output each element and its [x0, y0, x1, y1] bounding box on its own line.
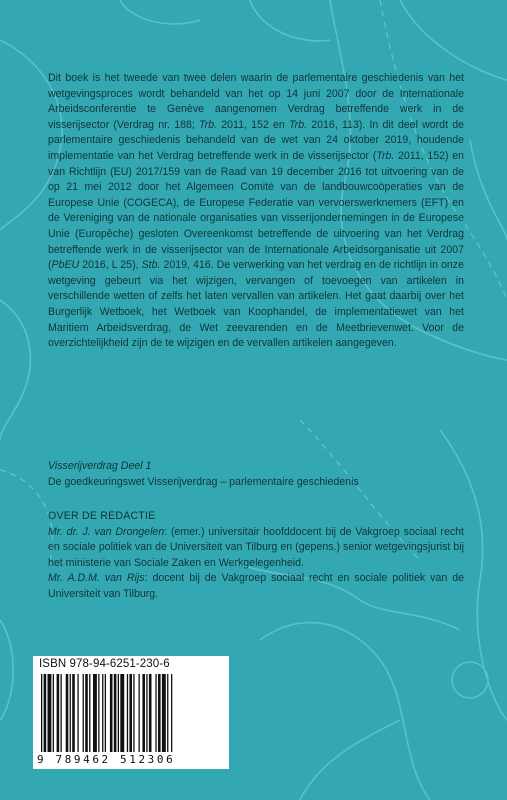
isbn-label: ISBN 978-94-6251-230-6 [39, 658, 170, 670]
barcode-bar [102, 674, 103, 752]
pbeu-ref: PbEU [51, 259, 80, 272]
barcode-bar [110, 674, 113, 752]
barcode-bar [146, 674, 147, 752]
isbn-barcode-box [33, 656, 229, 769]
barcode-bar [171, 674, 172, 752]
description-text: Dit boek is het tweede van twee delen waarin de parlementaire geschiedenis van het wetgevingsproces wordt behandeld van het op 14 juni 2007 door de Internationale Arbeidsconferentie te Genève aangenomen Verdrag betreffende werk in de visserijsector (Verdrag nr. 188; [48, 72, 464, 131]
editor-bio: : docent bij de Vakgroep sociaal recht en sociale politiek van de Universiteit van Tilburg. [48, 572, 465, 600]
series-title: Visserijverdrag Deel 1 [48, 460, 152, 472]
trb-ref: Trb. [289, 118, 308, 131]
barcode-bar [158, 674, 161, 752]
barcode-bar [118, 674, 119, 752]
editor-name: Mr. dr. J. van Drongelen [48, 525, 165, 538]
barcode-bar [98, 674, 99, 752]
editors-heading: OVER DE REDACTIE [48, 510, 156, 522]
description-block [48, 71, 464, 352]
editor-name: Mr. A.D.M. van Rijs [48, 572, 145, 585]
barcode-bar [93, 674, 97, 752]
description-text: 2019, 416. De verwerking van het verdrag en de richtlijn in onze wetgeving gebeurt via het wijzigen, vervangen of toevoegen van artikelen in verschillende wetten of zelfs het laten vervallen van artikelen. Het gaat daarbij over het Burgerlijk Wetboek, het Wetboek van Koophandel, de implementatiewet van het Maritiem Arbeidsverdrag, de Wet zeevarenden en de Meetbrievenwet. Voor de overzichtelijkheid zijn de te wijzigen en de vervallen artikelen aangegeven. [48, 259, 464, 350]
description-text: 2011, 152) en van Richtlijn (EU) 2017/159 van de Raad van 19 december 2016 tot uitvoering van de op 21 mei 2012 door het Algemeen Comité van de landbouwcoöperaties van de Europese Unie (COGECA), de Europese Federatie van vervoerswerknemers (EFT) en de Vereniging van de nationale organisaties van visserijondernemingen in de Europese Unie (Europêche) gesloten Overeenkomst betreffende de uitvoering van het Verdrag betreffende werk in de visserijsector van de Internationale Arbeidsorganisatie uit 2007 ( [48, 149, 464, 272]
description-text: 2016, 113). In dit deel wordt de parlementaire geschiedenis behandeld van de wet van 24 oktober 2019, houdende implementatie van het Verdrag betreffende werk in de visserijsector ( [48, 118, 464, 162]
description-text: 2016, L 25), [79, 259, 142, 272]
series-subtitle: De goedkeuringswet Visserijverdrag – parlementaire geschiedenis [48, 476, 359, 488]
barcode-bar [120, 674, 124, 752]
barcode-bar [149, 674, 152, 752]
stb-ref: Stb. [141, 259, 161, 272]
barcode-digits: 9 789462 512306 [37, 753, 176, 766]
barcode-bar [85, 674, 88, 752]
barcode-bar [139, 674, 140, 752]
trb-ref: Trb. [199, 118, 218, 131]
barcode-bar [72, 674, 75, 752]
editor-entry [48, 525, 464, 572]
barcode-bar [89, 674, 90, 752]
editor-entry [48, 571, 464, 602]
barcode-bar [167, 674, 168, 752]
barcode-bar [57, 674, 60, 752]
barcode-bar [53, 674, 54, 752]
description-text: 2011, 152 en [217, 118, 289, 131]
series-info [48, 458, 464, 490]
barcode-bar [83, 674, 84, 752]
barcode-bar [61, 674, 62, 752]
barcode-bar [162, 674, 166, 752]
barcode-bar [114, 674, 117, 752]
barcode-bar [44, 674, 47, 752]
barcode-bar [155, 674, 156, 752]
barcode-bar [66, 674, 69, 752]
barcode-bar [70, 674, 71, 752]
editors-section [48, 509, 464, 603]
barcode-bar [41, 674, 42, 752]
barcode-bar [77, 674, 78, 752]
barcode-bar [142, 674, 145, 752]
description-paragraph [48, 71, 464, 352]
barcode-bar [127, 674, 128, 752]
barcode-bar [105, 674, 106, 752]
barcode-bar [129, 674, 132, 752]
trb-ref: Trb. [376, 149, 395, 162]
barcode-bar [48, 674, 52, 752]
editor-bio: : (emer.) universitair hoofddocent bij de Vakgroep sociaal recht en sociale politiek van de Universiteit van Tilburg en (gepens.) senior wetgevingsjurist bij het ministerie van Sociale Zaken en Werkgelegenheid. [48, 525, 464, 569]
barcode-graphic [39, 674, 223, 752]
barcode-bar [133, 674, 134, 752]
